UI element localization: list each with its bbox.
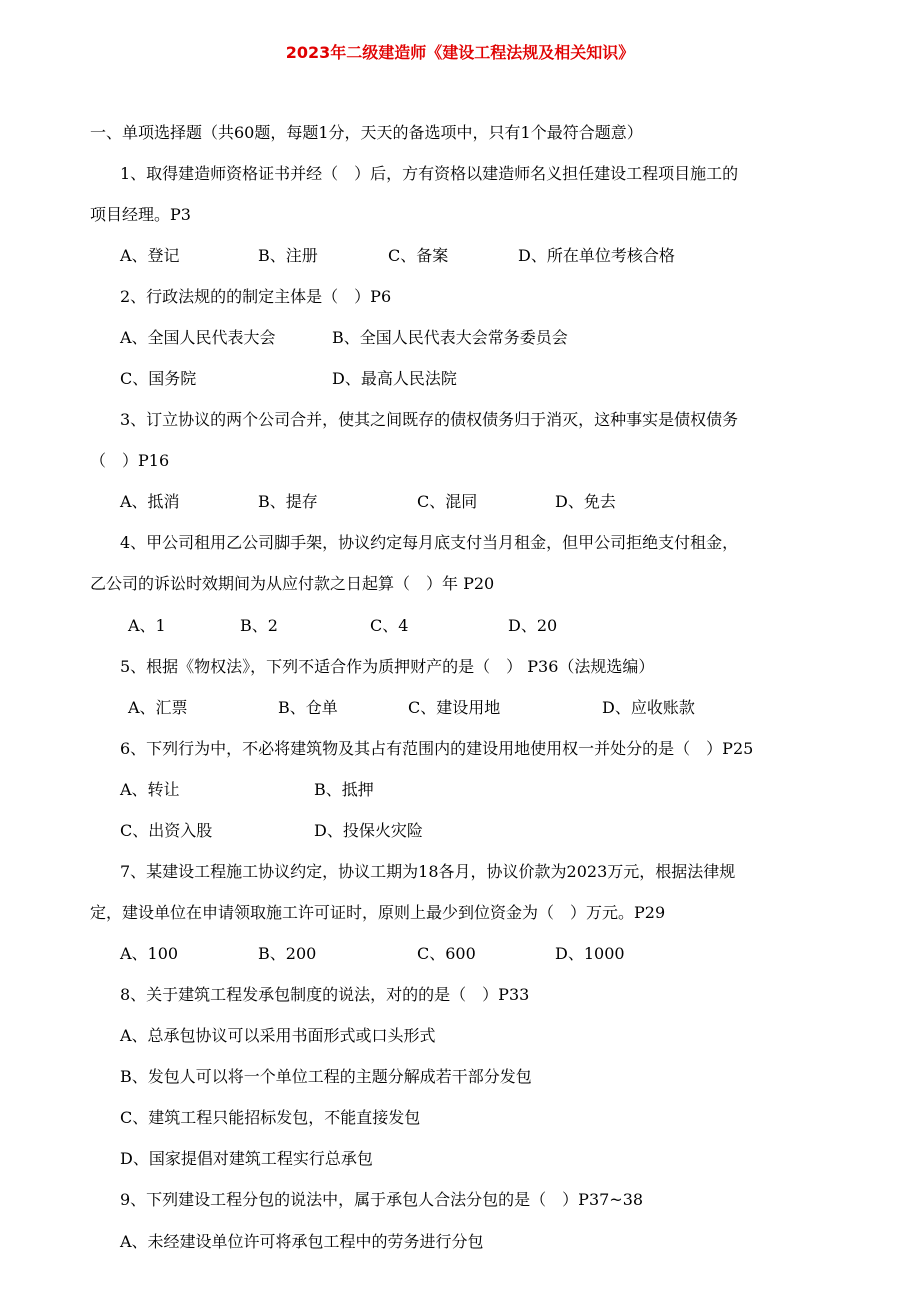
question-6-line-1: 6、下列行为中，不必将建筑物及其占有范围内的建设用地使用权一并处分的是（ ）P25 [120,739,754,758]
question-6-option-c: C、出资入股 [120,821,213,840]
question-5-line-1: 5、根据《物权法》，下列不适合作为质押财产的是（ ） P36（法规选编） [120,657,655,676]
question-1-option-a: A、登记 [120,246,180,265]
question-8-option-a: A、总承包协议可以采用书面形式或口头形式 [120,1026,436,1045]
question-8-line-1: 8、关于建筑工程发承包制度的说法，对的的是（ ）P33 [120,985,530,1004]
question-3-option-b: B、提存 [258,492,318,511]
question-4-option-d: D、20 [508,616,558,635]
question-1-option-b: B、注册 [258,246,318,265]
question-2-option-a: A、全国人民代表大会 [120,328,276,347]
question-9-option-a: A、未经建设单位许可将承包工程中的劳务进行分包 [120,1232,484,1251]
question-4-option-a: A、1 [128,616,166,635]
question-7-line-2: 定，建设单位在申请领取施工许可证时，原则上最少到位资金为（ ）万元。P29 [90,903,666,922]
question-6-option-b: B、抵押 [314,780,374,799]
question-4-option-b: B、2 [240,616,278,635]
question-3-line-1: 3、订立协议的两个公司合并，使其之间既存的债权债务归于消灭，这种事实是债权债务 [120,410,739,429]
question-1-line-1: 1、取得建造师资格证书并经（ ）后，方有资格以建造师名义担任建设工程项目施工的 [120,164,739,183]
question-5-option-a: A、汇票 [128,698,188,717]
question-2-option-d: D、最高人民法院 [332,369,457,388]
question-2-option-c: C、国务院 [120,369,197,388]
question-8-option-c: C、建筑工程只能招标发包，不能直接发包 [120,1108,421,1127]
question-7-option-c: C、600 [417,944,476,963]
question-4-line-2: 乙公司的诉讼时效期间为从应付款之日起算（ ）年 P20 [90,574,495,593]
document-title: 2023年二级建造师《建设工程法规及相关知识》 [285,43,635,62]
question-3-option-a: A、抵消 [120,492,180,511]
question-5-option-d: D、应收账款 [602,698,695,717]
question-8-option-d: D、国家提倡对建筑工程实行总承包 [120,1149,373,1168]
question-1-option-c: C、备案 [388,246,449,265]
question-7-line-1: 7、某建设工程施工协议约定，协议工期为18各月，协议价款为2023万元，根据法律规 [120,862,736,881]
question-6-option-d: D、投保火灾险 [314,821,423,840]
question-2-line-1: 2、行政法规的的制定主体是（ ）P6 [120,287,392,306]
section-heading: 一、单项选择题（共60题，每题1分，天天的备选项中，只有1个最符合题意） [90,123,643,142]
question-7-option-b: B、200 [258,944,317,963]
question-8-option-b: B、发包人可以将一个单位工程的主题分解成若干部分发包 [120,1067,532,1086]
question-6-option-a: A、转让 [120,780,180,799]
question-3-option-c: C、混同 [417,492,478,511]
question-9-line-1: 9、下列建设工程分包的说法中，属于承包人合法分包的是（ ）P37~38 [120,1190,644,1209]
question-1-option-d: D、所在单位考核合格 [518,246,675,265]
question-3-line-2: （ ）P16 [90,451,170,470]
question-5-option-c: C、建设用地 [408,698,501,717]
question-7-option-d: D、1000 [555,944,625,963]
question-1-line-2: 项目经理。P3 [90,205,191,224]
question-4-option-c: C、4 [370,616,409,635]
question-7-option-a: A、100 [120,944,179,963]
question-5-option-b: B、仓单 [278,698,338,717]
question-2-option-b: B、全国人民代表大会常务委员会 [332,328,568,347]
question-4-line-1: 4、甲公司租用乙公司脚手架，协议约定每月底支付当月租金，但甲公司拒绝支付租金， [120,533,739,552]
question-3-option-d: D、免去 [555,492,616,511]
